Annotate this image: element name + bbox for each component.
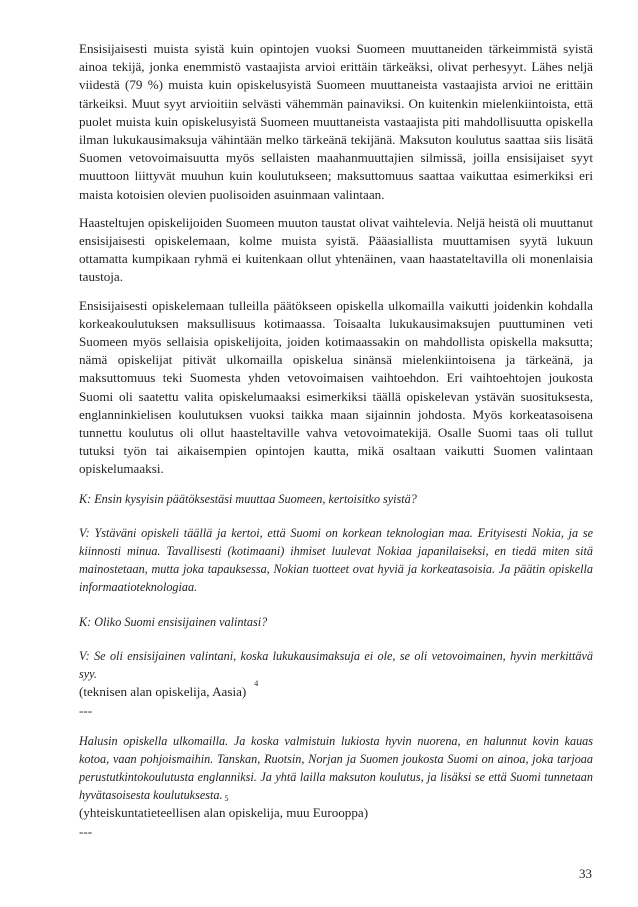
page-content xyxy=(79,40,593,841)
interview-quote-2 xyxy=(79,732,593,805)
interview-question-1: K: Ensin kysyisin päätöksestäsi muuttaa Suomeen, kertoisitko syistä? xyxy=(79,491,417,506)
interview-question-2: K: Oliko Suomi ensisijainen valintasi? xyxy=(79,614,268,629)
footnote-marker-5: 5 xyxy=(224,794,229,804)
source-1-text: (teknisen alan opiskelija, Aasia) xyxy=(79,684,247,700)
interviewee-source-1 xyxy=(79,679,593,701)
interview-answer-2: V: Se oli ensisijainen valintani, koska lukukausimaksuja ei ole, se oli vetovoimainen, hyvin merkittävä syy. xyxy=(79,648,593,682)
interviewee-source-2: (yhteiskuntatieteellisen alan opiskelija, muu Eurooppa) xyxy=(79,805,369,821)
paragraph-1: Ensisijaisesti muista syistä kuin opintojen vuoksi Suomeen muuttaneiden tärkeimmistä syistä ainoa tekijä, jonka enemmistö vastaajista arvioi erittäin tärkeäksi, olivat perhesyyt. Lähes neljä viidestä (79 %) muista kuin opiskelusyistä Suomeen muuttaneista vastaajista arvioi ne erittäin tärkeiksi. Muut syyt arvioitiin selvästi vähemmän painaviksi. On kuitenkin mielenkiintoista, että puolet muista kuin opiskelusyistä Suomeen muuttaneista vastaajista piti mahdollisuutta opiskella ilman lukukausimaksuja vähintään melko tärkeänä tekijänä. Maksuton koulutus saattaa siis lisätä Suomen vetovoimaisuutta myös sellaisten maahanmuuttajien silmissä, joilla ensisijaiset syyt muuttoon liittyvät muuhun kuin koulutukseen; maksuttomuus saattaa vaikuttaa esimerkiksi eri maista kotoisien olevien puolisoiden asuinmaan valintaan. xyxy=(79,41,593,202)
footnote-marker-4: 4 xyxy=(254,679,259,689)
interview-answer-1: V: Ystäväni opiskeli täällä ja kertoi, että Suomi on korkean teknologian maa. Erityisesti Nokia, ja se kiinnosti minua. Tavallisesti (kotimaani) ihmiset luulevat Nokiaa japanilaiseksi, en tiedä miten sitä mainostetaan, mutta joka tapauksessa, Nokian tuotteet ovat hyviä ja korkeatasoisia. Ja päätin opiskella informaatioteknologiaa. xyxy=(79,525,593,595)
paragraph-3: Ensisijaisesti opiskelemaan tulleilla päätökseen opiskella ulkomailla vaikutti joidenkin kohdalla korkeakoulutuksen maksullisuus kotimaassa. Toisaalta lukukausimaksujen puuttuminen veti Suomeen myös sellaisia opiskelijoita, joiden kotimaassakin on mahdollista opiskella maksutta; nämä opiskelijat pitivät ulkomailla opiskelua sinänsä mielenkiintoisena ja tärkeänä, ja maksuttomuus teki Suomesta yhden vetovoimaisen vaihtoehdon. Eri vaihtoehtojen joukosta Suomi oli saatettu valita opiskelumaaksi esimerkiksi täällä opiskelevan ystävän suosituksesta, englanninkielisen koulutuksen vuoksi taikka maan sijainnin johdosta. Myös korkeatasoisena tunnettu koulutus oli ollut haasteltaville vahva vetovoimatekijä. Osalle Suomi taas oli tullut tutuksi työn tai aikaisempien opintojen kautta, mikä osaltaan vaikutti Suomen valintaan opiskelumaaksi. xyxy=(79,297,593,477)
separator-1: --- xyxy=(79,702,93,718)
separator-2: --- xyxy=(79,823,93,839)
page-number: 33 xyxy=(579,866,592,881)
quote-2-text: Halusin opiskella ulkomailla. Ja koska valmistuin lukiosta hyvin nuorena, en halunnut kovin kauas kotoa, vaan pohjoismaihin. Tanskan, Ruotsin, Norjan ja Suomen joukosta Suomi on ainoa, joka tarjoaa perustutkintokoulutusta englanniksi. Ja yhtä lailla maksuton koulutus, ja lisäksi se että Suomi tunnetaan hyvätasoisesta koulutuksesta. xyxy=(79,733,593,803)
paragraph-2: Haasteltujen opiskelijoiden Suomeen muuton taustat olivat vaihtelevia. Neljä heistä oli muuttanut ensisijaisesti opiskelemaan, kolme muista syistä. Pääasiallista muuttamisen syytä lukuun ottamatta kumpikaan ryhmä ei kuitenkaan ollut yhtenäinen, vaan haastateltavilla oli monenlaisia taustoja. xyxy=(79,214,593,285)
